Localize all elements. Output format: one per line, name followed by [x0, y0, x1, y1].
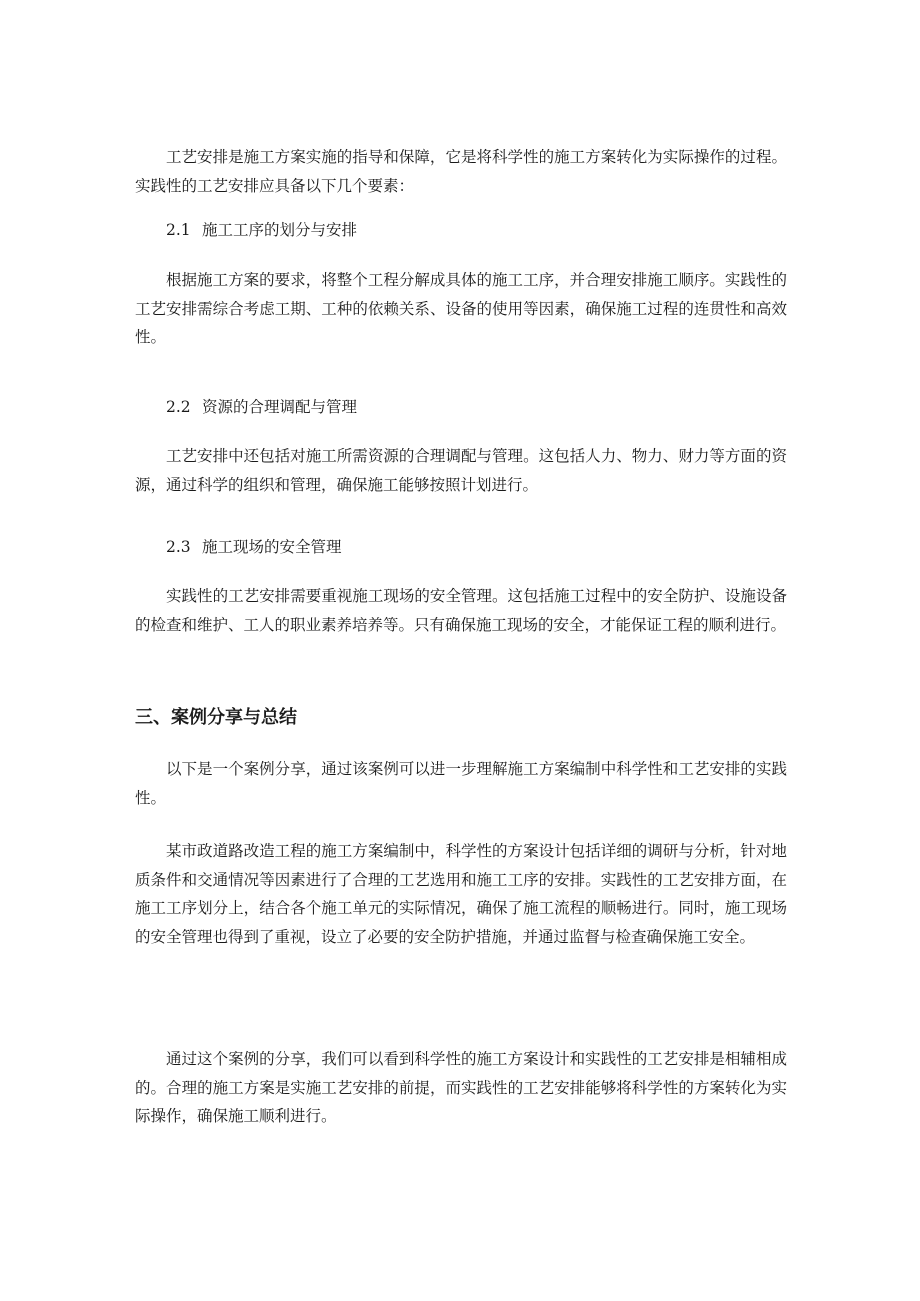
intro-paragraph: 工艺安排是施工方案实施的指导和保障，它是将科学性的施工方案转化为实际操作的过程。实践性的工艺安排应具备以下几个要素： [135, 148, 787, 195]
section-heading-2-1 [166, 218, 357, 242]
chapter-heading: 三、案例分享与总结 [135, 707, 297, 728]
section-heading-2-3 [166, 535, 342, 559]
section-title: 资源的合理调配与管理 [202, 398, 358, 416]
section-number: 2.2 [166, 398, 191, 416]
section-title: 施工现场的安全管理 [202, 538, 342, 556]
section-title: 施工工序的划分与安排 [202, 221, 358, 239]
section-2-2-paragraph: 工艺安排中还包括对施工所需资源的合理调配与管理。这包括人力、物力、财力等方面的资源，通过科学的组织和管理，确保施工能够按照计划进行。 [135, 447, 787, 494]
section-number: 2.1 [166, 221, 191, 239]
section-2-1-paragraph: 根据施工方案的要求，将整个工程分解成具体的施工工序，并合理安排施工顺序。实践性的工艺安排需综合考虑工期、工种的依赖关系、设备的使用等因素，确保施工过程的连贯性和高效性。 [135, 271, 787, 346]
case-description-paragraph: 某市政道路改造工程的施工方案编制中，科学性的方案设计包括详细的调研与分析，针对地质条件和交通情况等因素进行了合理的工艺选用和施工工序的安排。实践性的工艺安排方面，在施工工序划分上，结合各个施工单元的实际情况，确保了施工流程的顺畅进行。同时，施工现场的安全管理也得到了重视，设立了必要的安全防护措施，并通过监督与检查确保施工安全。 [135, 842, 787, 946]
section-heading-2-2 [166, 395, 357, 419]
conclusion-paragraph: 通过这个案例的分享，我们可以看到科学性的施工方案设计和实践性的工艺安排是相辅相成的。合理的施工方案是实施工艺安排的前提，而实践性的工艺安排能够将科学性的方案转化为实际操作，确保施工顺利进行。 [135, 1050, 787, 1125]
section-number: 2.3 [166, 538, 191, 556]
section-2-3-paragraph: 实践性的工艺安排需要重视施工现场的安全管理。这包括施工过程中的安全防护、设施设备的检查和维护、工人的职业素养培养等。只有确保施工现场的安全，才能保证工程的顺利进行。 [135, 587, 787, 634]
case-intro-paragraph: 以下是一个案例分享，通过该案例可以进一步理解施工方案编制中科学性和工艺安排的实践性。 [135, 760, 787, 807]
